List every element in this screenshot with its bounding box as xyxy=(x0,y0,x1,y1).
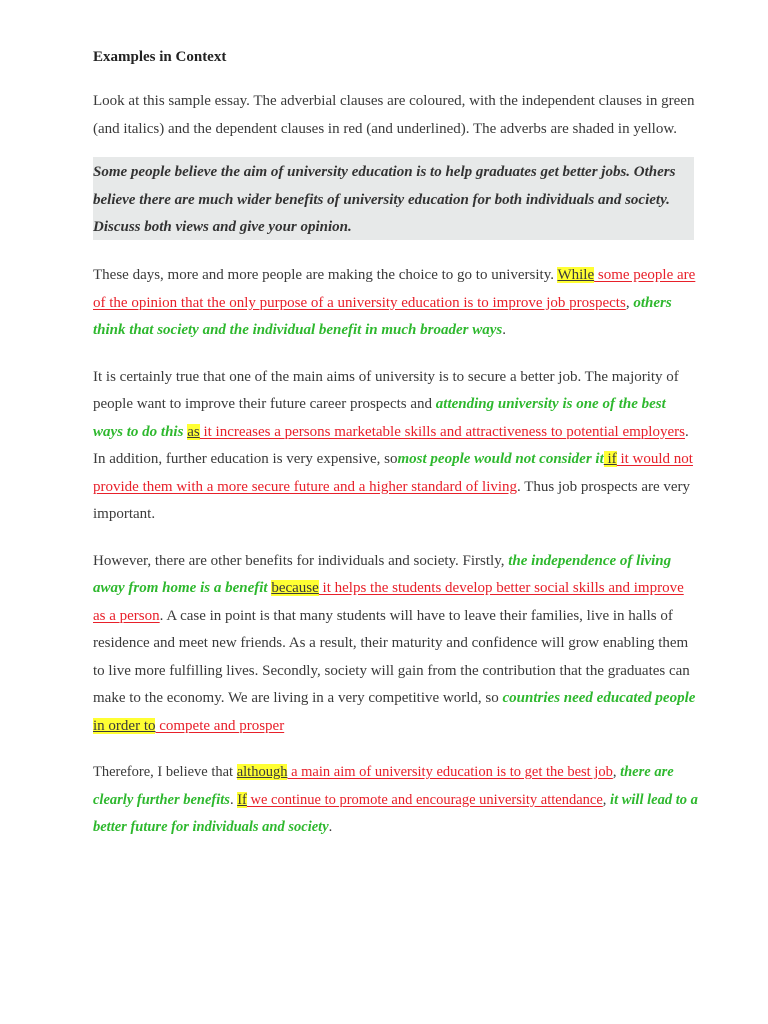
adverb-highlight: If xyxy=(237,791,247,808)
section-heading: Examples in Context xyxy=(93,49,227,65)
plain-text: Therefore, I believe that xyxy=(93,764,237,780)
independent-clause: countries need educated people xyxy=(502,690,696,706)
dependent-clause: compete and prosper xyxy=(155,717,285,734)
adverb-highlight: if xyxy=(603,451,617,467)
adverb-highlight: because xyxy=(271,580,319,596)
dependent-clause: a main aim of university education is to get the best job xyxy=(287,764,613,780)
independent-clause: the independence of living away from home is a benefit xyxy=(93,552,672,596)
plain-text: , xyxy=(602,791,611,808)
essay-prompt-text: Some people believe the aim of university education is to help graduates get better jobs. Others believe there are much wider benefits of university education for both individuals and society. Discuss both views and give your opinion. xyxy=(93,164,676,235)
plain-text: These days, more and more people are making the choice to go to university. xyxy=(93,267,558,283)
plain-text: . A case in point is that many students will have to leave their families, live in halls of residence and meet new friends. As a result, their maturity and confidence will grow enabling them to live more fulfilling lives. Secondly, society will gain from the contribution that the graduates can make to the economy. We are living in a very competitive world, so xyxy=(93,607,690,706)
dependent-clause: it helps the students develop better social skills and improve as a person xyxy=(93,580,684,624)
essay-paragraph-2 xyxy=(93,364,698,529)
dependent-clause: some people are of the opinion that the only purpose of a university education is to improve job prospects xyxy=(93,267,696,311)
plain-text: , xyxy=(612,764,621,780)
independent-clause: most people would not consider it xyxy=(397,451,604,467)
plain-text: . xyxy=(502,322,506,338)
dependent-clause: we continue to promote and encourage university attendance xyxy=(246,791,603,808)
plain-text: . In addition, further education is very expensive, so xyxy=(93,423,689,467)
essay-paragraph-4 xyxy=(93,759,698,842)
plain-text: However, there are other benefits for individuals and society. Firstly, xyxy=(93,552,509,569)
adverb-highlight: as xyxy=(187,423,200,440)
intro-paragraph: Look at this sample essay. The adverbial clauses are coloured, with the independent clauses in green (and italics) and the dependent clauses in red (and underlined). The adverbs are shaded in yellow. xyxy=(93,93,695,137)
plain-text: . Thus job prospects are very important. xyxy=(93,478,691,522)
dependent-clause: it increases a persons marketable skills and attractiveness to potential employers xyxy=(199,423,685,440)
independent-clause: there are clearly further benefits xyxy=(93,764,674,808)
essay-paragraph-1 xyxy=(93,262,698,345)
document-page xyxy=(93,44,698,861)
plain-text: It is certainly true that one of the main aims of university is to secure a better job. The majority of people want to improve their future career prospects and xyxy=(93,368,679,412)
plain-text: . xyxy=(328,819,333,835)
plain-text: . xyxy=(229,791,238,808)
independent-clause: attending university is one of the best ways to do this xyxy=(93,396,666,440)
adverb-highlight: although xyxy=(236,764,288,780)
essay-paragraph-3 xyxy=(93,548,698,741)
essay-prompt-box xyxy=(93,157,694,240)
adverb-highlight: While xyxy=(557,267,595,283)
independent-clause: it will lead to a better future for individuals and society xyxy=(93,791,698,835)
dependent-clause: it would not provide them with a more secure future and a higher standard of living xyxy=(93,451,693,495)
plain-text: , xyxy=(625,294,634,311)
independent-clause: others think that society and the individual benefit in much broader ways xyxy=(93,294,672,338)
adverb-highlight: in order to xyxy=(93,717,156,734)
